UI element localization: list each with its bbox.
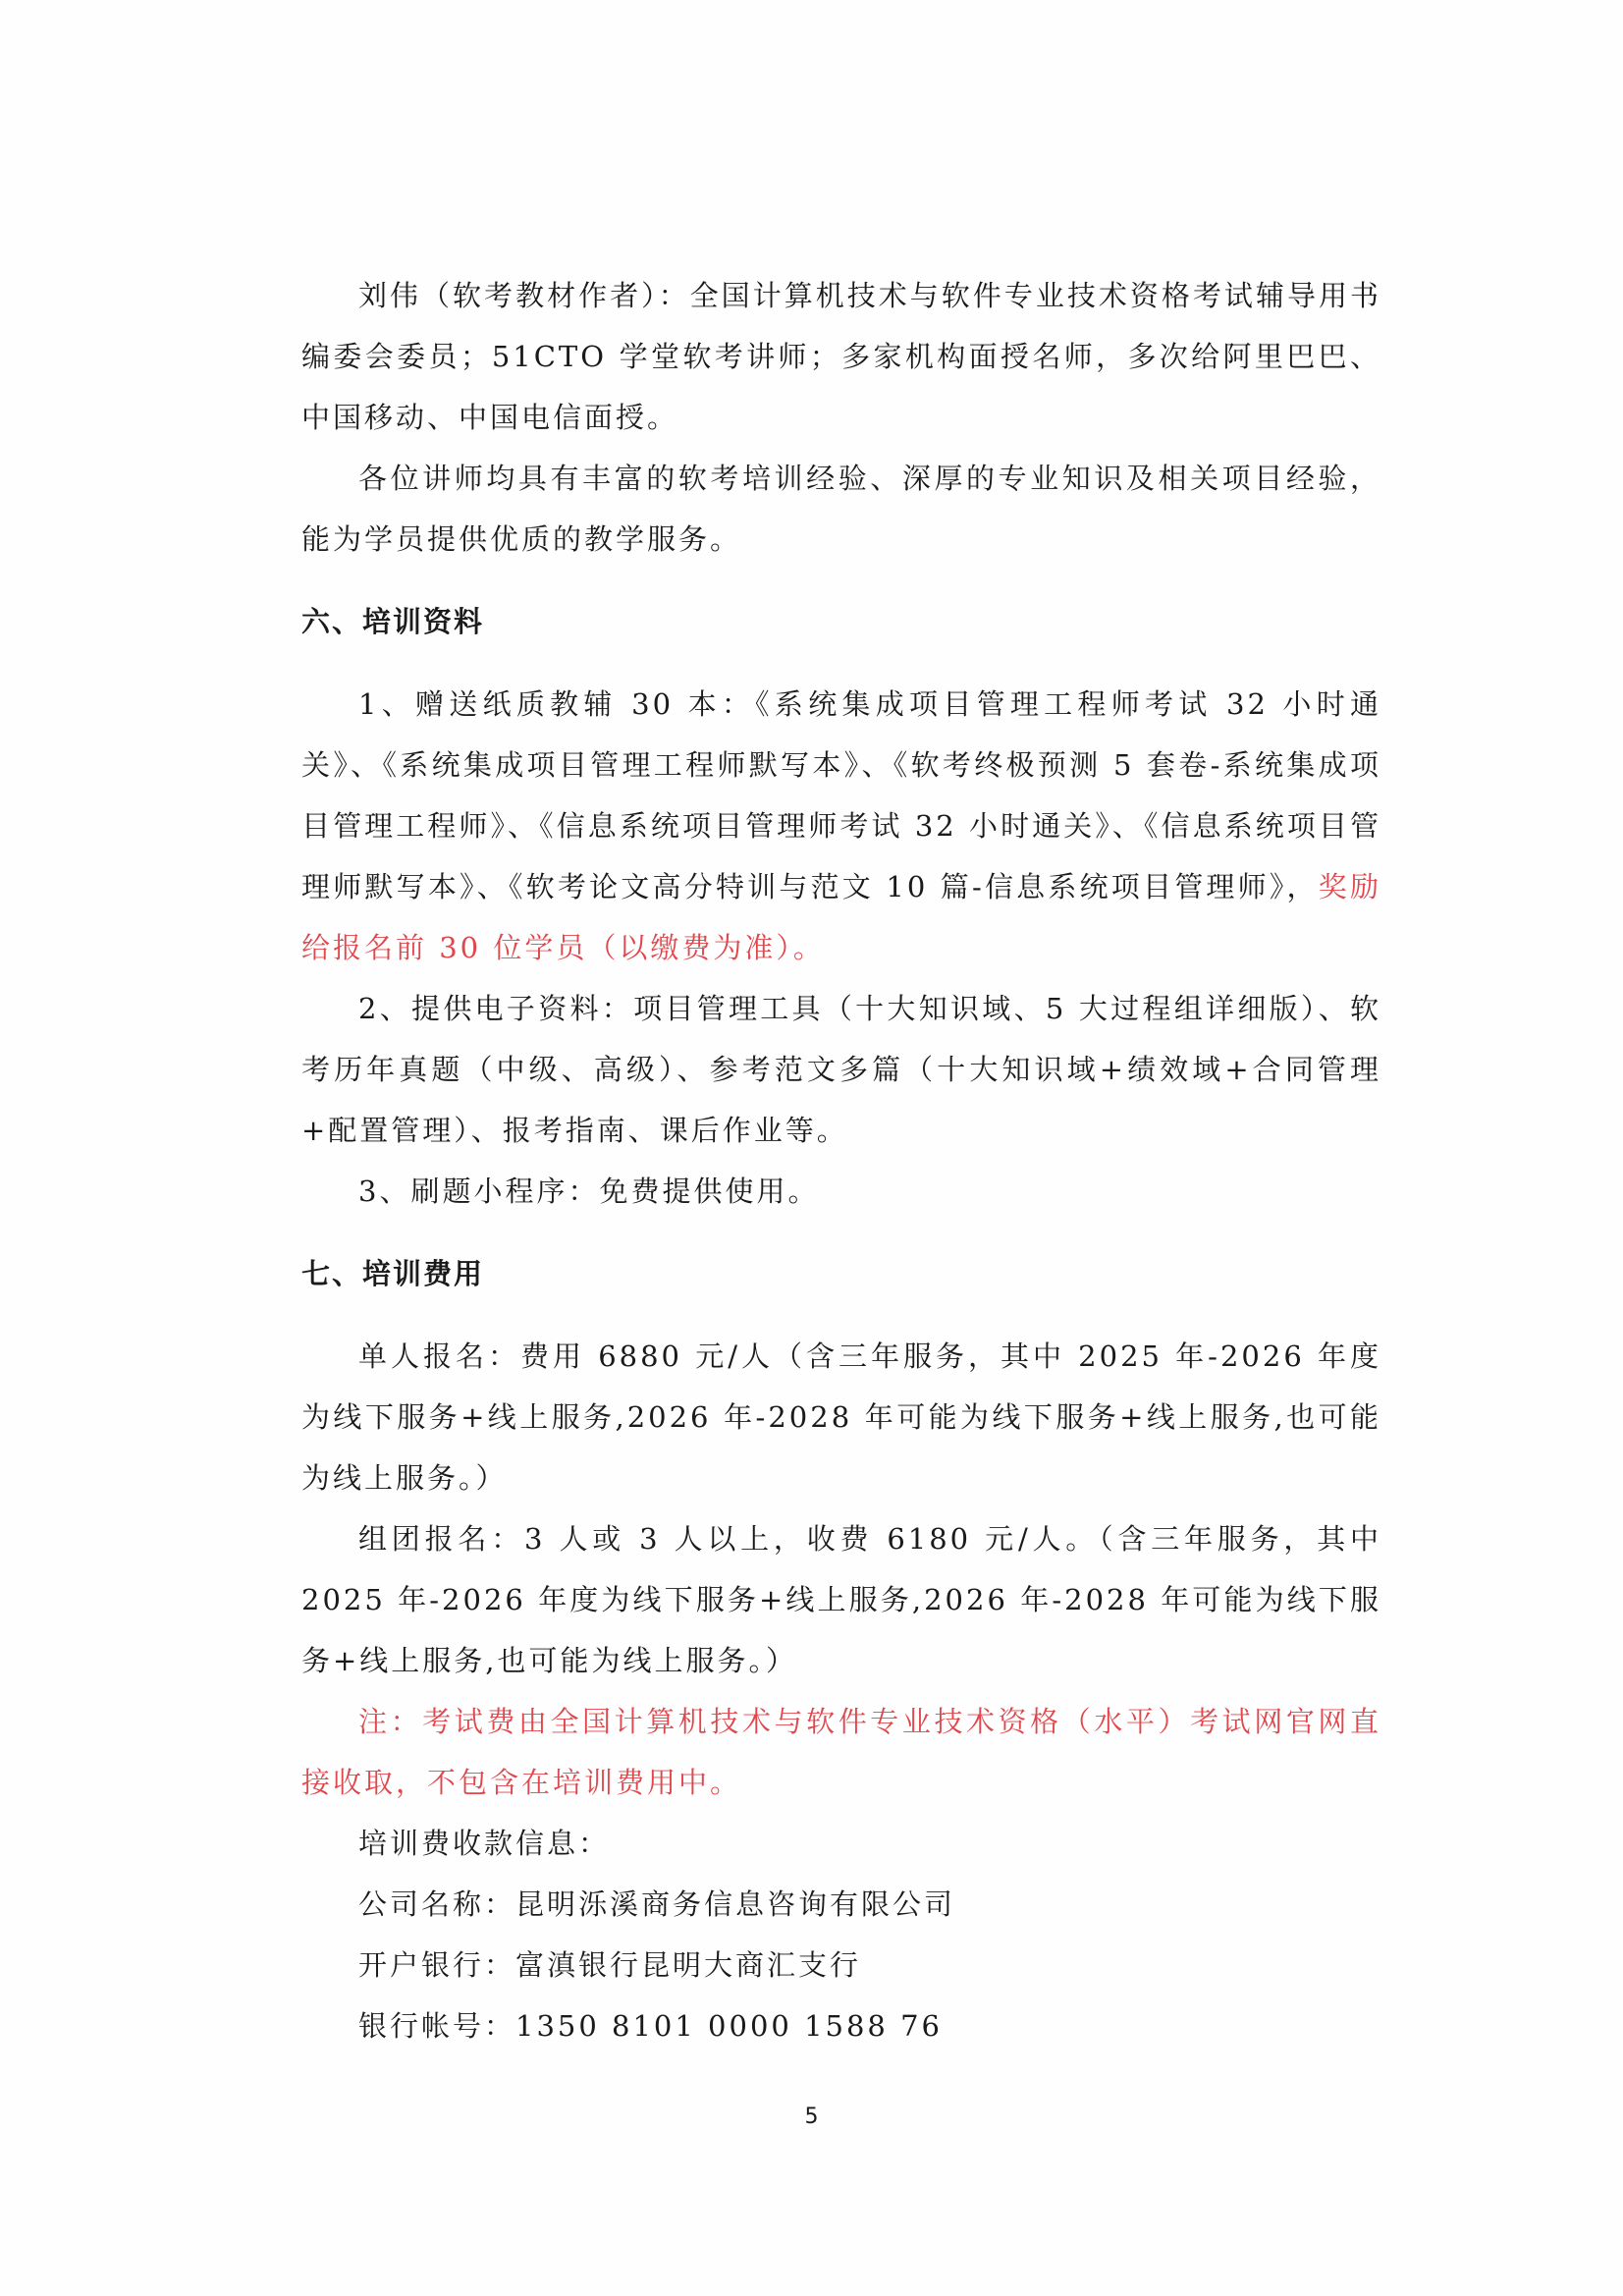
materials-item-2: 2、提供电子资料：项目管理工具（十大知识域、5 大过程组详细版）、软考历年真题（中级、高级）、参考范文多篇（十大知识域+绩效域+合同管理+配置管理）、报考指南、课后作业等。 <box>301 992 1381 1147</box>
materials-item-1 <box>301 674 1381 978</box>
instructor-liu-wei: 刘伟（软考教材作者）：全国计算机技术与软件专业技术资格考试辅导用书编委会委员；51CTO 学堂软考讲师；多家机构面授名师，多次给阿里巴巴、中国移动、中国电信面授。 <box>301 279 1381 434</box>
fee-single: 单人报名：费用 6880 元/人（含三年服务，其中 2025 年-2026 年度为线下服务+线上服务,2026 年-2028 年可能为线下服务+线上服务,也可能为线上服务。） <box>301 1339 1381 1495</box>
page-content <box>301 265 1381 2056</box>
payment-account: 银行帐号：1350 8101 0000 1588 76 <box>358 2009 943 2043</box>
materials-item-1-text: 1、赠送纸质教辅 30 本：《系统集成项目管理工程师考试 32 小时通关》、《系统集成项目管理工程师默写本》、《软考终极预测 5 套卷-系统集成项目管理工程师》、《信息系统项目管理师考试 32 小时通关》、《信息系统项目管理师默写本》、《软考论文高分特训与范文 10 篇-信息系统项目管理师》， <box>301 687 1381 903</box>
fee-group: 组团报名：3 人或 3 人以上，收费 6180 元/人。（含三年服务，其中 2025 年-2026 年度为线下服务+线上服务,2026 年-2028 年可能为线下服务+线上服务,也可能为线上服务。） <box>301 1522 1381 1677</box>
instructor-summary: 各位讲师均具有丰富的软考培训经验、深厚的专业知识及相关项目经验，能为学员提供优质的教学服务。 <box>301 462 1381 556</box>
fee-note: 注：考试费由全国计算机技术与软件专业技术资格（水平）考试网官网直接收取，不包含在培训费用中。 <box>301 1705 1381 1799</box>
page-number: 5 <box>804 2105 819 2129</box>
section-6-title: 六、培训资料 <box>301 605 485 638</box>
payment-title: 培训费收款信息： <box>358 1827 611 1860</box>
payment-company: 公司名称：昆明泺溪商务信息咨询有限公司 <box>358 1887 956 1921</box>
materials-item-3: 3、刷题小程序：免费提供使用。 <box>358 1175 820 1208</box>
section-7-title: 七、培训费用 <box>301 1257 485 1290</box>
materials-item-1-highlight: 奖励给报名前 30 位学员（以缴费为准）。 <box>301 870 1381 964</box>
payment-bank: 开户银行：富滇银行昆明大商汇支行 <box>358 1948 862 1982</box>
